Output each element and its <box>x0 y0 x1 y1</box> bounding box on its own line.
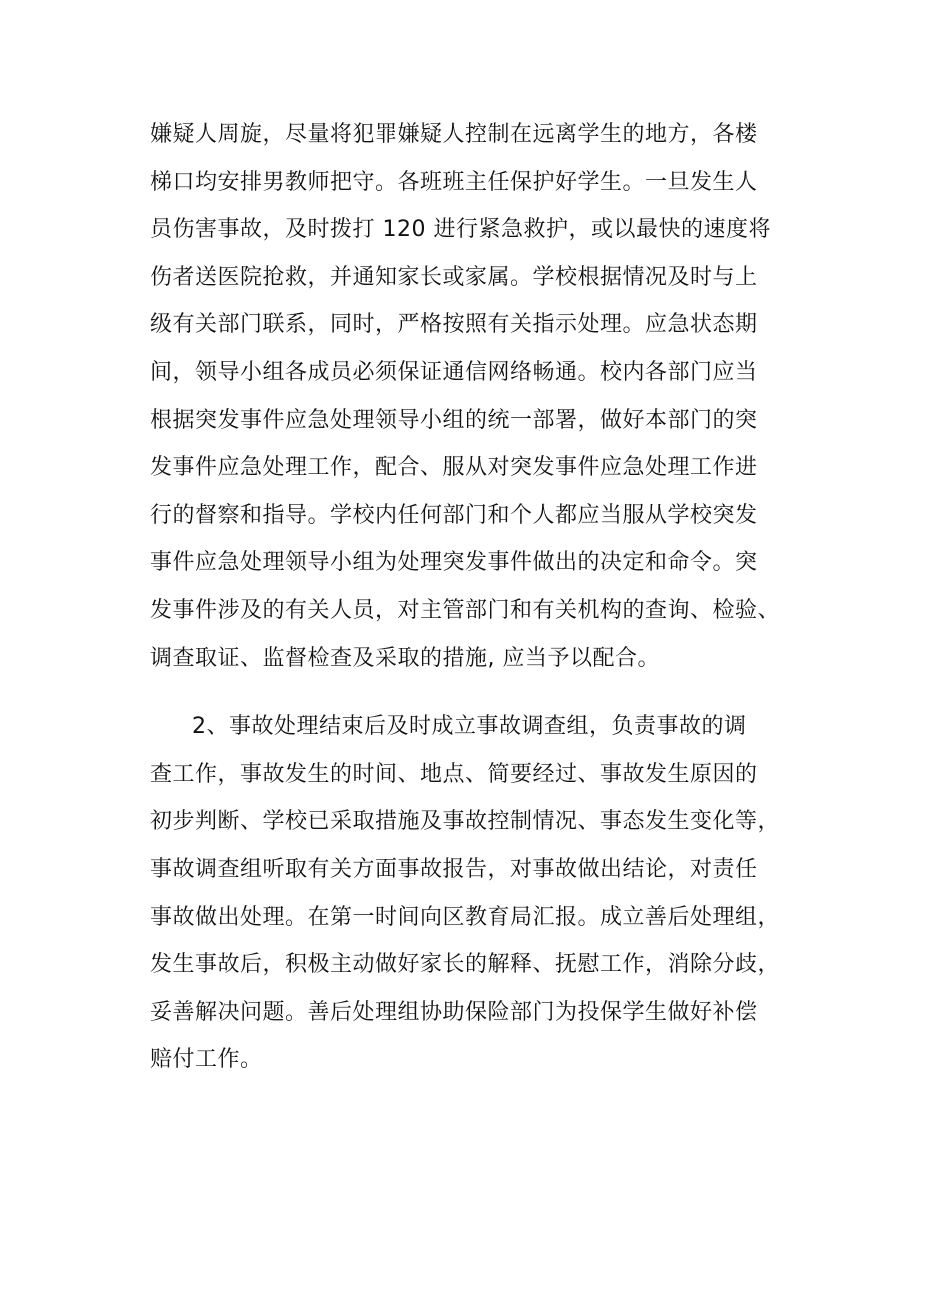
text-line: 间，领导小组各成员必须保证通信网络畅通。校内各部门应当 <box>150 359 758 385</box>
text-line: 员伤害事故，及时拨打 120 进行紧急救护，或以最快的速度将 <box>150 217 771 243</box>
text-line: 事故调查组听取有关方面事故报告，对事故做出结论，对责任 <box>150 856 758 882</box>
text-line: 嫌疑人周旋，尽量将犯罪嫌疑人控制在远离学生的地方，各楼 <box>150 122 758 147</box>
text-line: 初步判断、学校已采取措施及事故控制情况、事态发生变化等， <box>150 809 781 835</box>
text-line-first: 2、事故处理结束后及时成立事故调查组，负责事故的调 <box>192 714 747 740</box>
text-line: 发事件涉及的有关人员，对主管部门和有关机构的查询、检验、 <box>150 597 781 623</box>
text-line: 妥善解决问题。善后处理组协助保险部门为投保学生做好补偿 <box>150 999 758 1025</box>
text-line: 赔付工作。 <box>150 1047 263 1073</box>
document-page <box>150 111 810 1084</box>
text-line: 伤者送医院抢救，并通知家长或家属。学校根据情况及时与上 <box>150 264 758 290</box>
text-line: 发事件应急处理工作，配合、服从对突发事件应急处理工作进 <box>150 455 758 481</box>
text-line: 发生事故后，积极主动做好家长的解释、抚慰工作，消除分歧， <box>150 952 781 978</box>
paragraph-accident-investigation <box>150 703 810 1084</box>
text-line: 级有关部门联系，同时，严格按照有关指示处理。应急状态期 <box>150 312 758 338</box>
text-line: 根据突发事件应急处理领导小组的统一部署，做好本部门的突 <box>150 407 758 433</box>
text-line: 事故做出处理。在第一时间向区教育局汇报。成立善后处理组， <box>150 904 781 930</box>
text-line: 调查取证、监督检查及采取的措施, 应当予以配合。 <box>150 645 660 671</box>
paragraph-emergency-response <box>150 111 810 682</box>
paragraph-spacer <box>150 682 810 703</box>
text-line: 梯口均安排男教师把守。各班班主任保护好学生。一旦发生人 <box>150 169 758 195</box>
text-line: 事件应急处理领导小组为处理突发事件做出的决定和命令。突 <box>150 550 758 576</box>
text-line: 行的督察和指导。学校内任何部门和个人都应当服从学校突发 <box>150 502 758 528</box>
text-line: 查工作，事故发生的时间、地点、简要经过、事故发生原因的 <box>150 761 758 787</box>
